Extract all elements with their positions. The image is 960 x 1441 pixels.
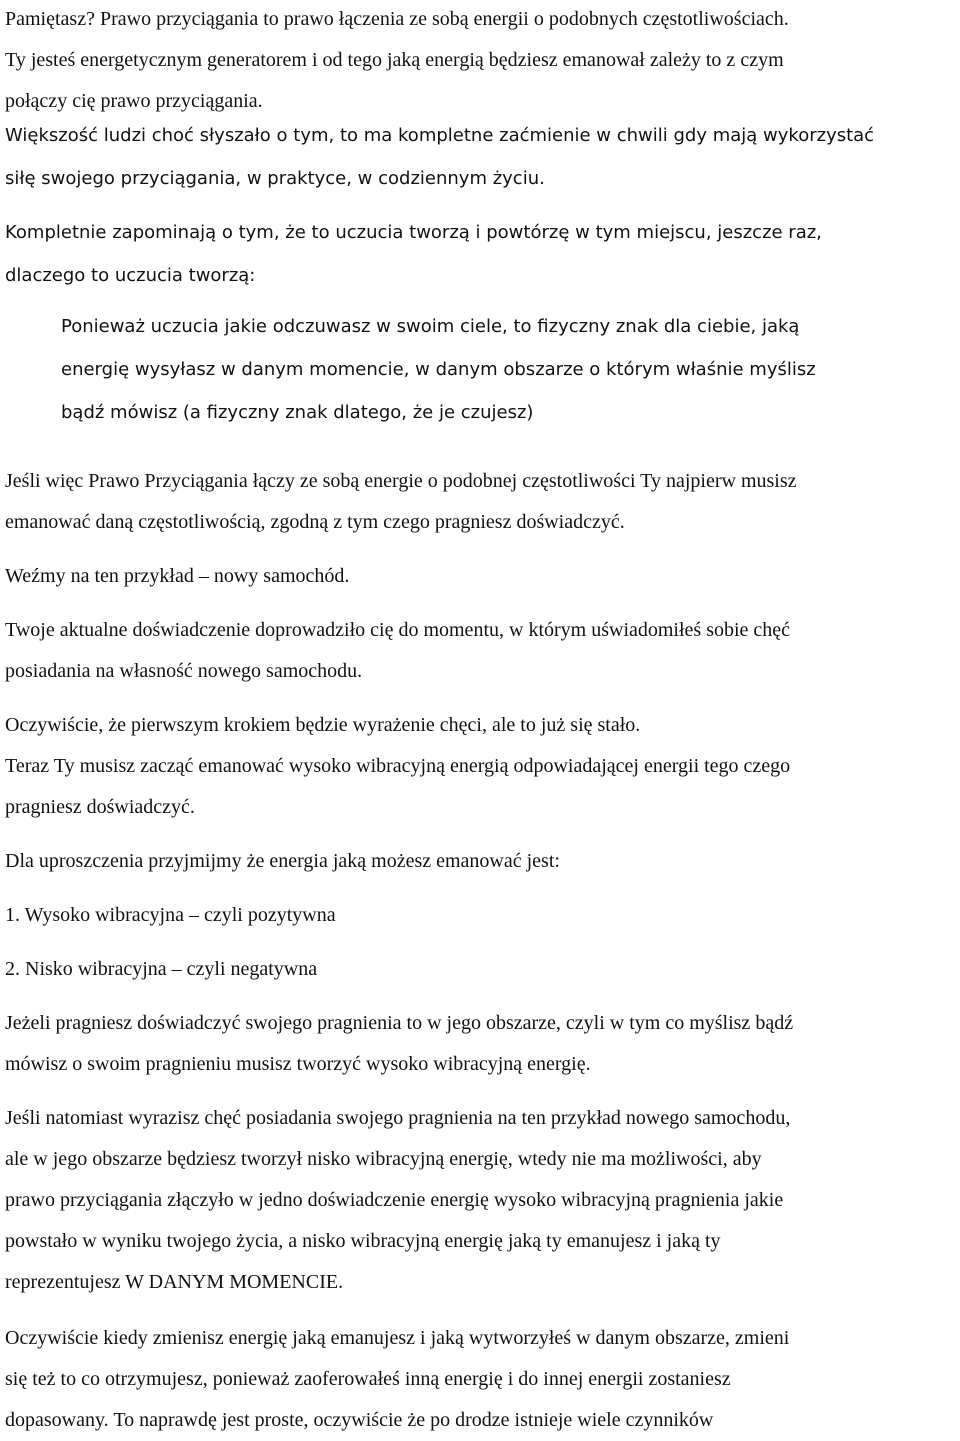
paragraph-8 [5,705,960,746]
text-line: Kompletnie zapominają o tym, że to uczucia tworzą i powtórzę w tym miejscu, jeszcze raz, [5,222,822,243]
paragraph-9 [5,746,960,828]
text-line: dopasowany. To naprawdę jest proste, oczywiście że po drodze istnieje wiele czynników [5,1409,714,1431]
text-line: powstało w wyniku twojego życia, a nisko wibracyjną energię jaką ty emanujesz i jaką ty [5,1230,721,1252]
text-line: Dla uproszczenia przyjmijmy że energia jaką możesz emanować jest: [5,850,560,872]
list-item-1 [5,895,960,936]
text-line: bądź mówisz (a fizyczny znak dlatego, że je czujesz) [61,402,534,423]
text-line: ale w jego obszarze będziesz tworzył nisko wibracyjną energię, wtedy nie ma możliwości, aby [5,1148,762,1170]
text-line: Jeśli natomiast wyrazisz chęć posiadania swojego pragnienia na ten przykład nowego samochodu, [5,1107,791,1129]
text-line: Ponieważ uczucia jakie odczuwasz w swoim ciele, to fizyczny znak dla ciebie, jaką [61,316,800,337]
paragraph-7 [5,610,960,692]
paragraph-15 [5,1318,960,1441]
text-line: Ty jesteś energetycznym generatorem i od tego jaką energią będziesz emanował zależy to z czym [5,49,784,71]
text-line: się też to co otrzymujesz, ponieważ zaoferowałeś inną energię i do innej energii zostaniesz [5,1368,731,1390]
paragraph-14 [5,1098,960,1303]
paragraph-6 [5,556,960,597]
text-line: Weźmy na ten przykład – nowy samochód. [5,565,350,587]
paragraph-3 [5,211,960,297]
text-line: połączy cię prawo przyciągania. [5,90,263,112]
paragraph-2 [5,114,960,200]
paragraph-5 [5,461,960,543]
text-line: Teraz Ty musisz zacząć emanować wysoko wibracyjną energią odpowiadającej energii tego czego [5,755,791,777]
text-line: 2. Nisko wibracyjna – czyli negatywna [5,958,318,980]
text-line: Oczywiście, że pierwszym krokiem będzie wyrażenie chęci, ale to już się stało. [5,714,641,736]
text-line: pragniesz doświadczyć. [5,796,195,818]
text-line: dlaczego to uczucia tworzą: [5,265,256,286]
text-line: Twoje aktualne doświadczenie doprowadziło cię do momentu, w którym uświadomiłeś sobie chęć [5,619,791,641]
list-item-2 [5,949,960,990]
text-line: mówisz o swoim pragnieniu musisz tworzyć wysoko wibracyjną energię. [5,1053,591,1075]
text-line: Większość ludzi choć słyszało o tym, to ma kompletne zaćmienie w chwili gdy mają wykorzystać [5,125,875,146]
text-line: energię wysyłasz w danym momencie, w danym obszarze o którym właśnie myślisz [61,359,816,380]
paragraph-1 [5,0,960,122]
text-line: reprezentujesz W DANYM MOMENCIE. [5,1271,344,1293]
text-line: 1. Wysoko wibracyjna – czyli pozytywna [5,904,336,926]
text-line: Oczywiście kiedy zmienisz energię jaką emanujesz i jaką wytworzyłeś w danym obszarze, zmieni [5,1327,790,1349]
text-line: prawo przyciągania złączyło w jedno doświadczenie energię wysoko wibracyjną pragnienia jakie [5,1189,784,1211]
text-line: siłę swojego przyciągania, w praktyce, w codziennym życiu. [5,168,545,189]
paragraph-13 [5,1003,960,1085]
paragraph-4-indented [61,305,956,434]
text-line: Jeśli więc Prawo Przyciągania łączy ze sobą energie o podobnej częstotliwości Ty najpierw musisz [5,470,797,492]
text-line: posiadania na własność nowego samochodu. [5,660,363,682]
text-line: emanować daną częstotliwością, zgodną z tym czego pragniesz doświadczyć. [5,511,625,533]
text-line: Jeżeli pragniesz doświadczyć swojego pragnienia to w jego obszarze, czyli w tym co myślisz bądź [5,1012,794,1034]
text-line: Pamiętasz? Prawo przyciągania to prawo łączenia ze sobą energii o podobnych częstotliwościach. [5,8,789,30]
paragraph-10 [5,841,960,882]
